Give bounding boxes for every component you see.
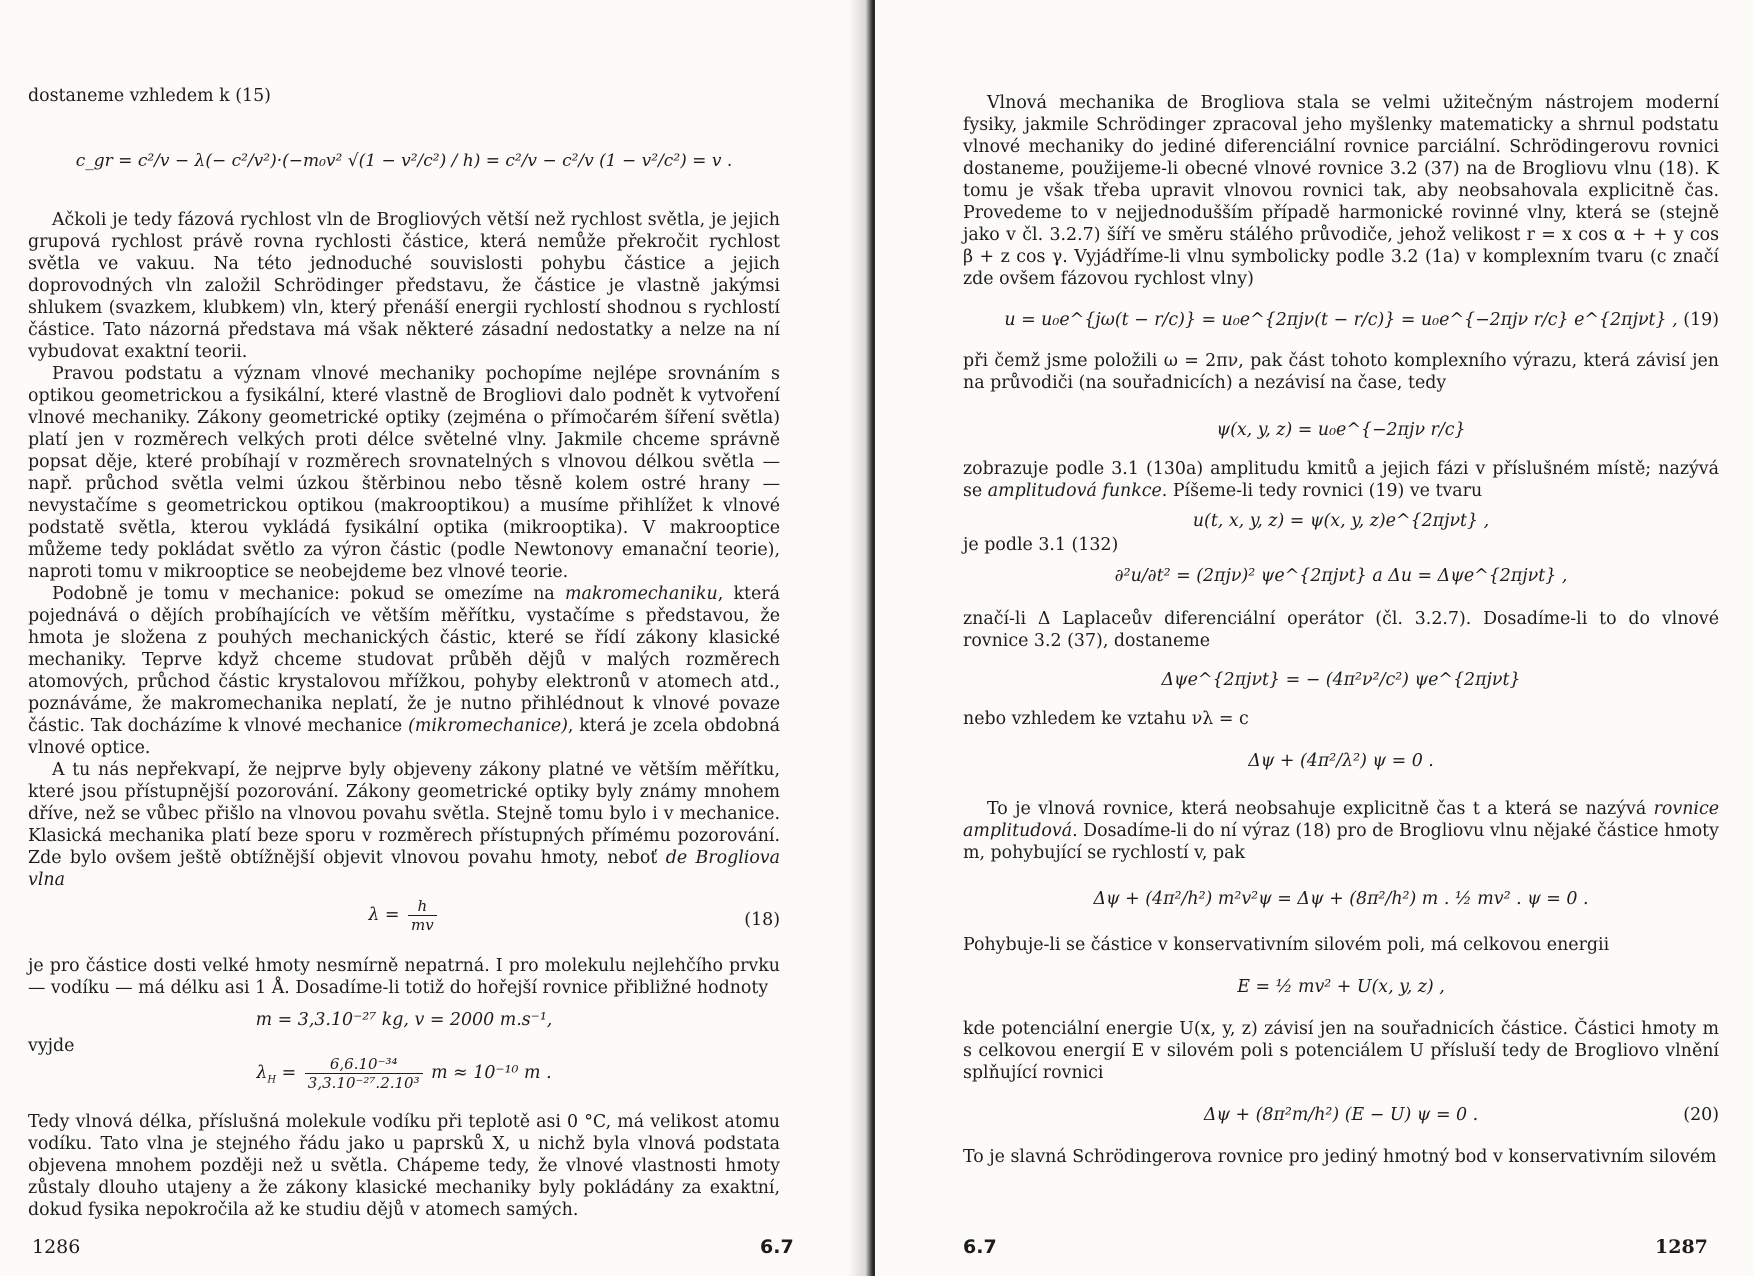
- right-page: [875, 0, 1754, 1276]
- eq-lh-fraction: [305, 1055, 423, 1092]
- equation-19: [963, 296, 1719, 344]
- right-paragraph-4: je podle 3.1 (132): [963, 535, 1119, 555]
- eq-lap-text: Δψe^{2πjνt} = − (4π²ν²/c²) ψe^{2πjνt}: [1161, 670, 1521, 690]
- left-paragraph-6: Tedy vlnová délka, příslušná molekule vodíku při teplotě asi 0 °C, má velikost atomu vodíku. Tato vlna je stejného řádu jako u paprsků X, u nichž byla vlnová podstata objevena mnohem později než u světla. Chápeme tedy, že vlnové vlastnosti hmoty zůstaly dlouho utajeny a že zákony klasické mechaniky byly pokládány za exaktní, dokud fysika nepokročila až ke studiu dějů v atomech samých.: [28, 1112, 780, 1220]
- equation-cgr: [28, 119, 780, 203]
- equation-energy: [963, 962, 1719, 1012]
- eq-psi-text: ψ(x, y, z) = u₀e^{−2πjν r/c}: [1216, 420, 1466, 440]
- right-paragraph-9: kde potenciální energie U(x, y, z) závisí jen na souřadnicích částice. Částici hmoty m s celkovou energií E v silovém poli s potenciálem U přísluší tedy de Brogliovo vlnění splňující rovnici: [963, 1019, 1719, 1083]
- right-paragraph-10: To je slavná Schrödingerova rovnice pro jediný hmotný bod v konservativním silovém: [963, 1147, 1717, 1167]
- equation-helmholtz: [963, 736, 1719, 786]
- right-p3-emphasis: amplitudová funkce: [987, 481, 1162, 501]
- right-p7-emphasis: rovnice amplitudová: [963, 799, 1719, 841]
- eq20-number: (20): [1683, 1105, 1719, 1125]
- right-p3-text-a: zobrazuje podle 3.1 (130a) amplitudu kmitů a jejich fázi v příslušném místě; nazývá se: [963, 459, 1719, 501]
- right-paragraph-3: [963, 458, 1719, 502]
- left-text-column: [28, 85, 780, 1221]
- right-page-number: 1287: [1655, 1236, 1708, 1258]
- left-p4-text: A tu nás nepřekvapí, že nejprve byly objeveny zákony platné ve větším měřítku, které jsou přístupnější pozorování. Zákony geometrické optiky byly známy mnohem dříve, než se vůbec přišlo na vlnovou povahu světla. Stejně tomu bylo i v mechanice. Klasická mechanika platí beze sporu v rozměrech přístupných přímému pozorování. Zde bylo ovšem ještě obtížnější objevit vlnovou povahu hmoty, neboť: [28, 760, 780, 868]
- right-paragraph-2: při čemž jsme položili ω = 2πν, pak část tohoto komplexního výrazu, která závisí jen na průvodiči (na souřadnicích) a nezávisí na čase, tedy: [963, 351, 1719, 393]
- eq19-number: (19): [1683, 310, 1719, 330]
- eq-lh-numerator: 6,6.10⁻³⁴: [305, 1055, 423, 1074]
- eq-E-text: E = ½ mv² + U(x, y, z) ,: [1237, 977, 1445, 997]
- left-p3-text-b: , která pojednává o dějích probíhajících ve větším měřítku, vystačíme s představou, že hmota je složena z pouhých mechanických částic, které se řídí zákony klasické mechaniky. Teprve když chceme studovat průběh dějů v malých rozměrech atomových, průchod částic krystalovou mřížkou, pohyby elektronů v atomech atd., poznáváme, že makromechanika neplatí, že je nutno přihlédnout k vlnové povaze částic. Tak docházíme k vlnové mechanice: [28, 584, 780, 736]
- left-p4-emphasis: de Brogliova vlna: [28, 848, 780, 890]
- right-section-number: 6.7: [963, 1236, 997, 1258]
- equation-lambda-h: $\lambda_H$ = $\frac{\text{6,6.10⁻³⁴}}{\text{3,3.10⁻²⁷.2.10³}}$ m ≈ 10⁻¹⁰ m .: [256, 1055, 552, 1092]
- right-paragraph-8: Pohybuje-li se částice v konservativním silovém poli, má celkovou energii: [963, 935, 1610, 955]
- eq-d2-text: ∂²u/∂t² = (2πjν)² ψe^{2πjνt} a Δu = Δψe^{2πjνt} ,: [1114, 566, 1568, 586]
- right-text-column: [963, 92, 1719, 1168]
- left-paragraph-1: Ačkoli je tedy fázová rychlost vln de Brogliových větší než rychlost světla, je jejich grupová rychlost právě rovna rychlosti částice, která nemůže překročit rychlost světla ve vakuu. Na této jednoduché souvislosti pohybu částice a jejich doprovodných vln založil Schrödinger představu, že částice je vlastně jakýmsi shlukem (svazkem, klubkem) vln, který přenáší energii rychlostí shodnou s rychlostí částice. Tato názorná představa má však některé zásadní nedostatky a nelze na ní vybudovat exaktní teorii.: [28, 210, 780, 362]
- left-p3-text-a: Podobně je tomu v mechanice: pokud se omezíme na: [52, 584, 565, 604]
- equation-18: [28, 897, 780, 949]
- equation-20: [963, 1090, 1719, 1140]
- left-p3-emphasis: makromechaniku: [564, 584, 718, 604]
- left-paragraph-2: Pravou podstatu a význam vlnové mechaniky pochopíme nejlépe srovnáním s optikou geometrickou a fysikální, které vlastně de Brogliovi dalo podnět k vytvoření vlnové mechaniky. Zákony geometrické optiky (zejména o přímočarém šíření světla) platí jen v rozměrech velkých proti délce světelné vlny. Jakmile chceme správně popsat děje, které probíhají v rozměrech srovnatelných s vlnovou délkou světla — např. průchod světla velmi úzkou štěrbinou nebo těsně kolem ostré hrany — nevystačíme s geometrickou optikou (makrooptikou) a musíme přihlížet k vlnové podstatě světla, kterou vykládá fysikální optika (mikrooptika). V makrooptice můžeme tedy pokládat světlo za výron částic (podle Newtonovy emanační teorie), naproti tomu v mikrooptice se neobejdeme bez vlnové teorie.: [28, 364, 780, 582]
- right-paragraph-7: [963, 798, 1719, 864]
- right-p7-text-b: . Dosadíme-li do ní výraz (18) pro de Brogliovu vlnu nějaké částice hmoty m, pohybující se rychlostí v, pak: [963, 821, 1719, 863]
- right-paragraph-5: značí-li Δ Laplaceův diferenciální operátor (čl. 3.2.7). Dosadíme-li to do vlnové rovnice 3.2 (37), dostaneme: [963, 609, 1719, 651]
- left-paragraph-3: [28, 583, 780, 759]
- eq-u-text: u(t, x, y, z) = ψ(x, y, z)e^{2πjνt} ,: [1192, 511, 1490, 531]
- equation-cgr-text: c_gr = c²/v − λ(− c²/v²)·(−m₀v² √(1 − v²/c²) / h) = c²/v − c²/v (1 − v²/c²) = v .: [75, 151, 733, 171]
- left-section-number: 6.7: [760, 1236, 794, 1258]
- eq18-number: (18): [744, 910, 780, 930]
- eq18-numerator: h: [408, 897, 437, 916]
- eq19-text: u = u₀e^{jω(t − r/c)} = u₀e^{2πjν(t − r/c)} = u₀e^{−2πjν r/c} e^{2πjνt} ,: [1004, 310, 1678, 330]
- left-p3-emphasis-2: (mikromechanice): [408, 716, 568, 736]
- eq20-text: Δψ + (8π²m/h²) (E − U) ψ = 0 .: [1203, 1105, 1479, 1125]
- vyjde-word: vyjde: [28, 1036, 75, 1056]
- equation-u: [963, 510, 1719, 532]
- eq-lh-rest: m ≈ 10⁻¹⁰ m .: [425, 1063, 552, 1083]
- right-p7-text-a: To je vlnová rovnice, která neobsahuje explicitně čas t a která se nazývá: [987, 799, 1654, 819]
- eq18-lhs: λ =: [368, 905, 405, 925]
- left-page: [0, 0, 865, 1276]
- equation-laplace: [963, 658, 1719, 702]
- eq-values-text: m = 3,3.10⁻²⁷ kg, v = 2000 m.s⁻¹,: [255, 1010, 553, 1030]
- eq-sub-text: Δψ + (4π²/h²) m²v²ψ = Δψ + (8π²/h²) m . ½ mv² . ψ = 0 .: [1093, 889, 1589, 909]
- right-p3-text-b: . Píšeme-li tedy rovnici (19) ve tvaru: [1161, 481, 1483, 501]
- equation-substituted: [963, 870, 1719, 928]
- left-paragraph-5: je pro částice dosti velké hmoty nesmírně nepatrná. I pro molekulu nejlehčího prvku — vodíku — má délku asi 1 Å. Dosadíme-li totiž do hořejší rovnice přibližné hodnoty: [28, 956, 780, 998]
- equation-values: [28, 1009, 780, 1031]
- eq18-denominator: mv: [410, 916, 434, 934]
- eq-lh-sub: H: [267, 1074, 277, 1086]
- right-paragraph-1: Vlnová mechanika de Brogliova stala se velmi užitečným nástrojem moderní fysiky, jakmile Schrödinger zpracoval jeho myšlenky matematicky a shrnul podstatu vlnové mechaniky do jediné diferenciální rovnice parciální. Schrödingerovu rovnici dostaneme, použijeme-li obecné vlnové rovnice 3.2 (37) na de Brogliovu vlnu (18). K tomu je však třeba upravit vlnovou rovnici tak, aby neobsahovala explicitně čas. Provedeme to v nejjednodušším případě harmonické rovinné vlny, která se (stejně jako v čl. 3.2.7) šíří ve směru stálého průvodiče, jehož velikost r = x cos α + + y cos β + z cos γ. Vyjádříme-li vlnu symbolicky podle 3.2 (1a) v komplexním tvaru (c značí zde ovšem fázovou rychlost vlny): [963, 93, 1719, 289]
- right-paragraph-6: nebo vzhledem ke vztahu νλ = c: [963, 709, 1249, 729]
- left-page-number: 1286: [32, 1236, 81, 1258]
- eq18-fraction: [408, 897, 437, 934]
- eq-helm-text: Δψ + (4π²/λ²) ψ = 0 .: [1248, 751, 1434, 771]
- equation-psi: [963, 400, 1719, 452]
- left-intro: dostaneme vzhledem k (15): [28, 86, 271, 106]
- left-paragraph-4: [28, 759, 780, 891]
- left-p3-text-c: , která je zcela obdobná vlnové optice.: [28, 716, 780, 758]
- eq-lh-lhs: λ: [256, 1063, 268, 1083]
- eq-lh-denominator: 3,3.10⁻²⁷.2.10³: [307, 1074, 420, 1092]
- equation-d2: [963, 556, 1719, 602]
